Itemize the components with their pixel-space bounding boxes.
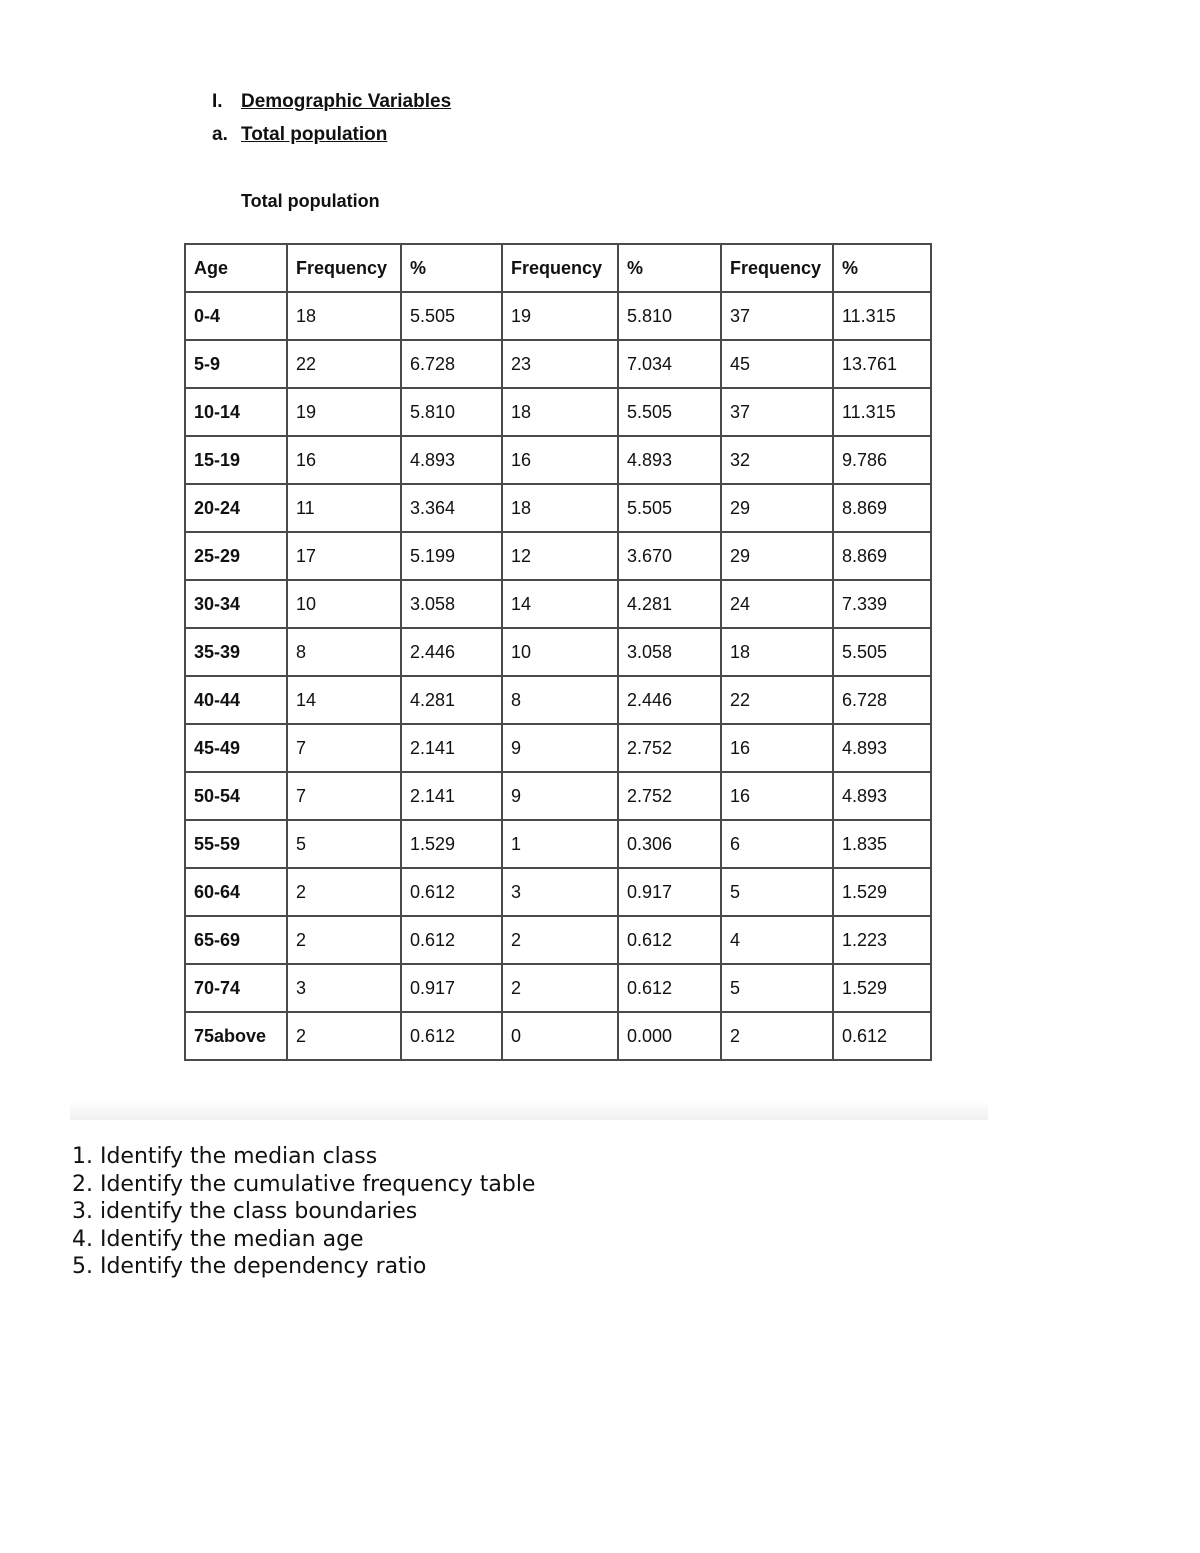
- table-row: [185, 388, 931, 436]
- table-row: [185, 628, 931, 676]
- cell-frequency-3: 37: [721, 292, 833, 340]
- question-item: 4. Identify the median age: [72, 1226, 364, 1252]
- population-table: [184, 243, 932, 1061]
- cell-frequency-1: 3: [287, 964, 401, 1012]
- cell-percent-1: 0.917: [401, 964, 502, 1012]
- cell-age: 15-19: [185, 436, 287, 484]
- cell-frequency-2: 14: [502, 580, 618, 628]
- cell-age: 0-4: [185, 292, 287, 340]
- cell-age: 50-54: [185, 772, 287, 820]
- cell-percent-2: 7.034: [618, 340, 721, 388]
- cell-frequency-3: 16: [721, 724, 833, 772]
- section-heading: [212, 91, 451, 113]
- cell-frequency-3: 24: [721, 580, 833, 628]
- table-row: [185, 436, 931, 484]
- cell-percent-1: 4.281: [401, 676, 502, 724]
- cell-frequency-1: 18: [287, 292, 401, 340]
- cell-percent-2: 0.612: [618, 916, 721, 964]
- cell-percent-3: 11.315: [833, 292, 931, 340]
- cell-frequency-2: 18: [502, 388, 618, 436]
- cell-percent-2: 2.446: [618, 676, 721, 724]
- cell-percent-2: 3.670: [618, 532, 721, 580]
- cell-age: 5-9: [185, 340, 287, 388]
- cell-percent-2: 4.893: [618, 436, 721, 484]
- cell-frequency-2: 9: [502, 772, 618, 820]
- cell-percent-1: 2.141: [401, 724, 502, 772]
- cell-percent-3: 1.223: [833, 916, 931, 964]
- table-row: [185, 820, 931, 868]
- header-percent-1: %: [401, 244, 502, 292]
- cell-percent-3: 8.869: [833, 532, 931, 580]
- cell-frequency-1: 7: [287, 772, 401, 820]
- cell-percent-1: 5.810: [401, 388, 502, 436]
- cell-frequency-1: 2: [287, 916, 401, 964]
- cell-percent-1: 5.505: [401, 292, 502, 340]
- cell-frequency-3: 29: [721, 484, 833, 532]
- cell-frequency-3: 5: [721, 868, 833, 916]
- cell-percent-2: 5.810: [618, 292, 721, 340]
- cell-percent-1: 3.058: [401, 580, 502, 628]
- question-list: [72, 1143, 535, 1281]
- table-row: [185, 340, 931, 388]
- cell-frequency-1: 10: [287, 580, 401, 628]
- header-percent-2: %: [618, 244, 721, 292]
- cell-percent-2: 5.505: [618, 388, 721, 436]
- cell-frequency-3: 18: [721, 628, 833, 676]
- cell-frequency-2: 8: [502, 676, 618, 724]
- cell-age: 10-14: [185, 388, 287, 436]
- cell-age: 20-24: [185, 484, 287, 532]
- cell-percent-2: 3.058: [618, 628, 721, 676]
- cell-age: 30-34: [185, 580, 287, 628]
- cell-frequency-2: 19: [502, 292, 618, 340]
- table-row: [185, 868, 931, 916]
- cell-frequency-1: 22: [287, 340, 401, 388]
- table-row: [185, 580, 931, 628]
- question-item: 3. identify the class boundaries: [72, 1199, 418, 1224]
- cell-frequency-1: 14: [287, 676, 401, 724]
- cell-frequency-2: 10: [502, 628, 618, 676]
- table-row: [185, 292, 931, 340]
- cell-percent-2: 0.917: [618, 868, 721, 916]
- cell-age: 35-39: [185, 628, 287, 676]
- cell-percent-3: 13.761: [833, 340, 931, 388]
- cell-percent-2: 4.281: [618, 580, 721, 628]
- header-percent-3: %: [833, 244, 931, 292]
- cell-percent-2: 0.306: [618, 820, 721, 868]
- table-row: [185, 532, 931, 580]
- cell-percent-3: 6.728: [833, 676, 931, 724]
- cell-frequency-1: 7: [287, 724, 401, 772]
- cell-age: 45-49: [185, 724, 287, 772]
- cell-percent-1: 5.199: [401, 532, 502, 580]
- cell-frequency-1: 17: [287, 532, 401, 580]
- cell-frequency-3: 2: [721, 1012, 833, 1060]
- cell-percent-3: 7.339: [833, 580, 931, 628]
- subsection-letter: a.: [212, 124, 228, 145]
- cell-frequency-1: 2: [287, 868, 401, 916]
- cell-percent-3: 1.529: [833, 964, 931, 1012]
- table-row: [185, 916, 931, 964]
- cell-frequency-3: 45: [721, 340, 833, 388]
- section-number: I.: [212, 91, 223, 112]
- cell-percent-3: 9.786: [833, 436, 931, 484]
- cell-percent-1: 0.612: [401, 1012, 502, 1060]
- cell-percent-1: 0.612: [401, 868, 502, 916]
- cell-age: 70-74: [185, 964, 287, 1012]
- cell-percent-2: 0.000: [618, 1012, 721, 1060]
- table-caption: Total population: [241, 191, 380, 211]
- cell-frequency-2: 12: [502, 532, 618, 580]
- cell-frequency-3: 32: [721, 436, 833, 484]
- subsection-heading: [212, 124, 387, 146]
- cell-percent-2: 2.752: [618, 724, 721, 772]
- cell-frequency-1: 5: [287, 820, 401, 868]
- header-frequency-1: Frequency: [287, 244, 401, 292]
- cell-frequency-1: 11: [287, 484, 401, 532]
- table-row: [185, 1012, 931, 1060]
- question-item: 2. Identify the cumulative frequency table: [72, 1171, 536, 1197]
- table-row: [185, 964, 931, 1012]
- cell-age: 65-69: [185, 916, 287, 964]
- cell-age: 75above: [185, 1012, 287, 1060]
- table-row: [185, 772, 931, 820]
- cell-frequency-3: 16: [721, 772, 833, 820]
- cell-percent-2: 0.612: [618, 964, 721, 1012]
- cell-age: 25-29: [185, 532, 287, 580]
- cell-frequency-3: 4: [721, 916, 833, 964]
- cell-percent-1: 6.728: [401, 340, 502, 388]
- cell-percent-1: 4.893: [401, 436, 502, 484]
- cell-frequency-3: 37: [721, 388, 833, 436]
- cell-frequency-1: 19: [287, 388, 401, 436]
- cell-frequency-1: 16: [287, 436, 401, 484]
- table-shadow: [70, 1100, 988, 1120]
- cell-percent-1: 2.446: [401, 628, 502, 676]
- table-row: [185, 484, 931, 532]
- cell-percent-3: 1.529: [833, 868, 931, 916]
- question-item: 5. Identify the dependency ratio: [72, 1254, 427, 1279]
- cell-frequency-1: 8: [287, 628, 401, 676]
- question-item: 1. Identify the median class: [72, 1144, 378, 1169]
- cell-percent-1: 1.529: [401, 820, 502, 868]
- header-age: Age: [185, 244, 287, 292]
- cell-frequency-2: 18: [502, 484, 618, 532]
- section-title: Demographic Variables: [241, 91, 452, 112]
- cell-frequency-3: 6: [721, 820, 833, 868]
- cell-percent-3: 0.612: [833, 1012, 931, 1060]
- cell-frequency-3: 5: [721, 964, 833, 1012]
- subsection-title: Total population: [241, 124, 388, 145]
- cell-percent-3: 4.893: [833, 724, 931, 772]
- cell-percent-1: 2.141: [401, 772, 502, 820]
- cell-percent-3: 1.835: [833, 820, 931, 868]
- cell-frequency-3: 22: [721, 676, 833, 724]
- cell-percent-3: 8.869: [833, 484, 931, 532]
- cell-frequency-2: 2: [502, 916, 618, 964]
- cell-percent-1: 0.612: [401, 916, 502, 964]
- cell-frequency-2: 23: [502, 340, 618, 388]
- cell-percent-1: 3.364: [401, 484, 502, 532]
- cell-frequency-2: 2: [502, 964, 618, 1012]
- cell-frequency-3: 29: [721, 532, 833, 580]
- cell-percent-2: 5.505: [618, 484, 721, 532]
- cell-age: 40-44: [185, 676, 287, 724]
- table-row: [185, 676, 931, 724]
- cell-frequency-2: 0: [502, 1012, 618, 1060]
- cell-frequency-1: 2: [287, 1012, 401, 1060]
- cell-percent-3: 4.893: [833, 772, 931, 820]
- cell-frequency-2: 9: [502, 724, 618, 772]
- cell-age: 60-64: [185, 868, 287, 916]
- cell-percent-3: 5.505: [833, 628, 931, 676]
- cell-frequency-2: 1: [502, 820, 618, 868]
- cell-age: 55-59: [185, 820, 287, 868]
- cell-percent-3: 11.315: [833, 388, 931, 436]
- header-frequency-3: Frequency: [721, 244, 833, 292]
- cell-percent-2: 2.752: [618, 772, 721, 820]
- header-frequency-2: Frequency: [502, 244, 618, 292]
- cell-frequency-2: 3: [502, 868, 618, 916]
- cell-frequency-2: 16: [502, 436, 618, 484]
- table-header-row: [185, 244, 931, 292]
- table-row: [185, 724, 931, 772]
